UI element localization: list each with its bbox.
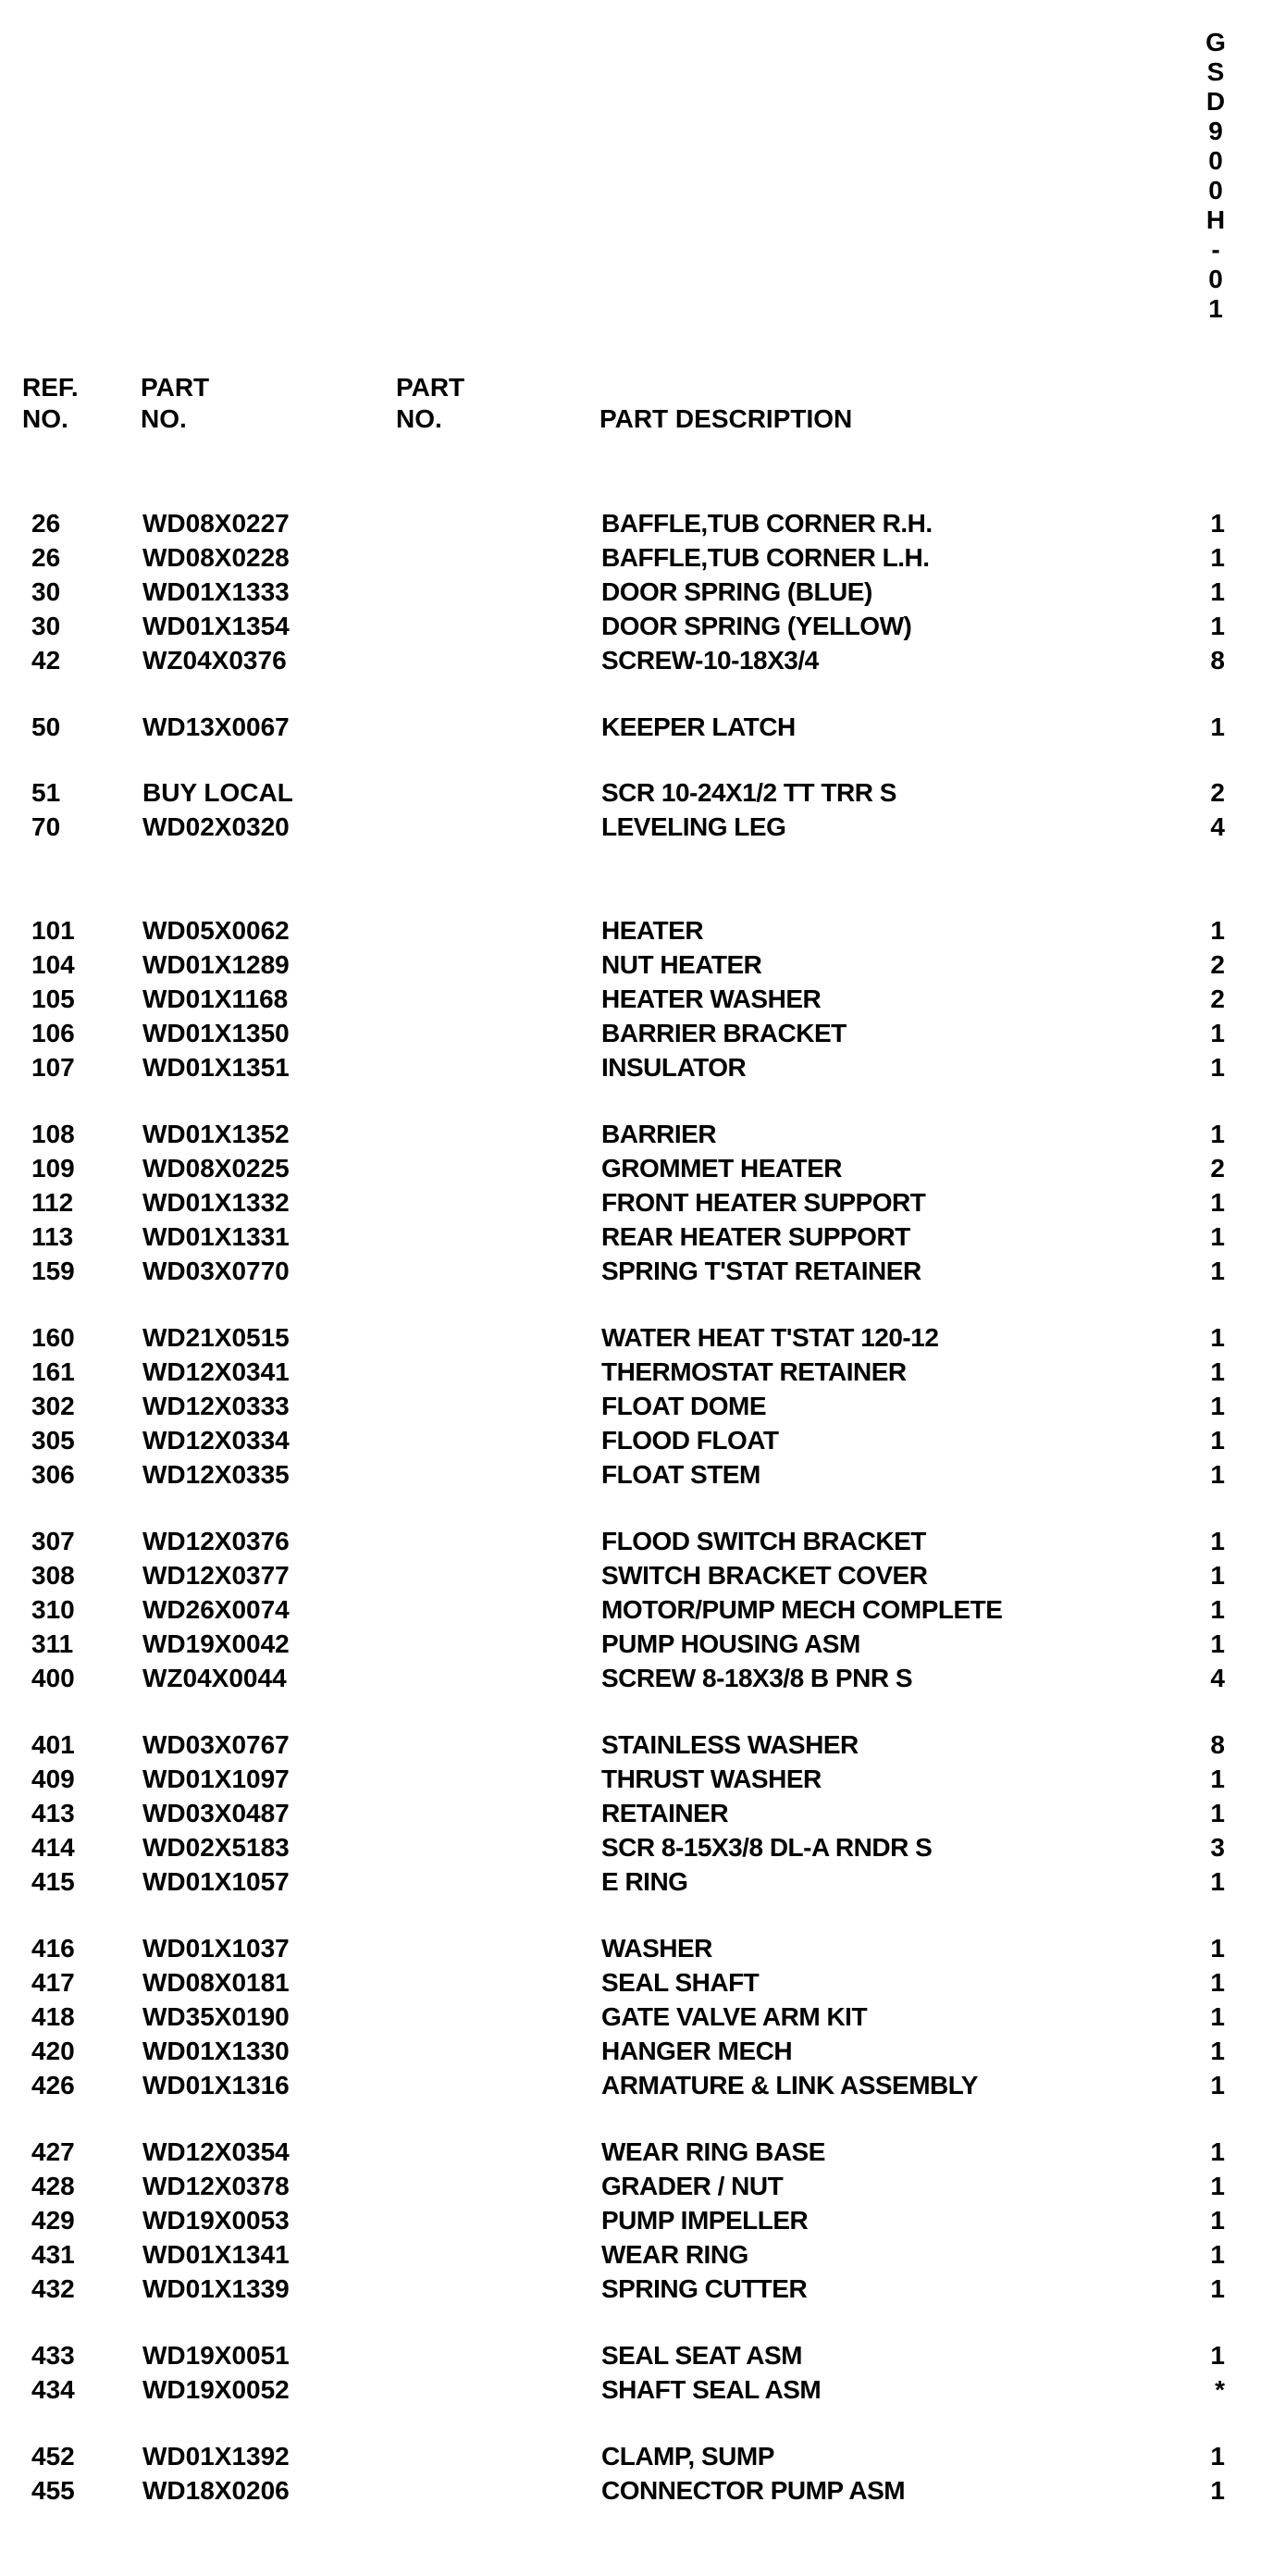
ref-number: 418 [31, 2002, 75, 2031]
ref-number: 433 [31, 2341, 75, 2370]
quantity: 1 [1210, 1257, 1225, 1285]
quantity: 1 [1210, 1934, 1225, 1963]
quantity: 3 [1210, 1833, 1225, 1862]
table-row [0, 1321, 1273, 1355]
table-row [0, 1865, 1273, 1899]
part-number: WD03X0487 [142, 1799, 290, 1827]
ref-number: 50 [31, 712, 61, 741]
ref-number: 311 [31, 1629, 74, 1658]
part-number: WD01X1392 [142, 2442, 290, 2471]
table-row [0, 1356, 1273, 1389]
part-number: WD05X0062 [142, 916, 290, 945]
ref-number: 101 [31, 916, 75, 945]
ref-number: 51 [31, 778, 61, 807]
part-description: WATER HEAT T'STAT 120-12 [601, 1323, 939, 1352]
model-code-char: S [1206, 57, 1225, 86]
part-description: NUT HEATER [601, 950, 762, 979]
table-row [0, 811, 1273, 844]
part-number: WD12X0335 [142, 1460, 290, 1489]
ref-number: 306 [31, 1460, 75, 1489]
ref-number: 308 [31, 1561, 75, 1590]
part-number: WD01X1332 [142, 1188, 290, 1217]
table-row [0, 576, 1273, 609]
quantity: 1 [1210, 1799, 1225, 1827]
table-row [0, 1728, 1273, 1762]
part-description: FLOAT STEM [601, 1460, 760, 1489]
ref-number: 428 [31, 2172, 75, 2200]
part-description: DOOR SPRING (YELLOW) [601, 612, 912, 640]
ref-number: 455 [31, 2476, 75, 2505]
quantity: 1 [1210, 1765, 1225, 1793]
ref-number: 26 [31, 543, 61, 572]
table-row [0, 914, 1273, 947]
quantity: 1 [1210, 543, 1225, 572]
part-description: RETAINER [601, 1799, 729, 1827]
model-code-char: - [1211, 235, 1220, 264]
part-description: HANGER MECH [601, 2037, 793, 2065]
quantity: 1 [1210, 2442, 1225, 2471]
part-number: WD08X0225 [142, 1154, 290, 1183]
part-number: WD01X1168 [142, 985, 289, 1013]
part-description: SEAL SHAFT [601, 1968, 760, 1997]
table-row [0, 1255, 1273, 1288]
table-row [0, 776, 1273, 810]
ref-number: 432 [31, 2274, 75, 2303]
ref-number: 113 [31, 1222, 74, 1251]
quantity: 1 [1210, 2274, 1225, 2303]
part-description: KEEPER LATCH [601, 712, 796, 741]
quantity: 1 [1210, 916, 1225, 945]
part-number: WD19X0042 [142, 1629, 290, 1658]
table-row [0, 2238, 1273, 2272]
table-row [0, 1831, 1273, 1864]
part-number: WD01X1037 [142, 1934, 290, 1963]
part-number: WD12X0354 [142, 2137, 290, 2166]
quantity: 1 [1210, 1460, 1225, 1489]
ref-number: 400 [31, 1664, 75, 1692]
part-number: WD08X0228 [142, 543, 290, 572]
part-number: WZ04X0376 [142, 646, 287, 675]
ref-number: 452 [31, 2442, 75, 2471]
table-row [0, 2000, 1273, 2034]
table-row [0, 1763, 1273, 1796]
ref-number: 409 [31, 1765, 75, 1793]
ref-number: 160 [31, 1323, 75, 1352]
part-description: INSULATOR [601, 1053, 747, 1082]
part-description: SPRING T'STAT RETAINER [601, 1257, 921, 1285]
part-description: CLAMP, SUMP [601, 2442, 774, 2471]
quantity: 1 [1210, 712, 1225, 741]
part-number: WD08X0181 [142, 1968, 290, 1997]
quantity: 1 [1210, 1053, 1225, 1082]
table-row [0, 1118, 1273, 1151]
part-number: WD12X0334 [142, 1426, 290, 1455]
table-row [0, 1662, 1273, 1695]
header-part-line1: PART [141, 373, 210, 402]
model-code-char: 0 [1208, 176, 1223, 204]
part-number: WD12X0341 [142, 1357, 290, 1386]
part-description: GRADER / NUT [601, 2172, 784, 2200]
part-number: WD01X1097 [142, 1765, 290, 1793]
ref-number: 416 [31, 1934, 75, 1963]
part-number: WD01X1339 [142, 2274, 290, 2303]
quantity: 2 [1210, 1154, 1225, 1183]
quantity: 1 [1210, 509, 1225, 538]
quantity: 1 [1210, 1392, 1225, 1420]
part-description: BARRIER [601, 1120, 717, 1148]
quantity: 1 [1210, 1527, 1225, 1555]
quantity: 1 [1210, 1426, 1225, 1455]
table-row [0, 2440, 1273, 2473]
ref-number: 414 [31, 1833, 75, 1862]
table-row [0, 1051, 1273, 1084]
quantity: 1 [1210, 1629, 1225, 1658]
table-row [0, 2136, 1273, 2169]
model-code-char: D [1205, 87, 1226, 116]
quantity: 1 [1210, 2172, 1225, 2200]
part-description: PUMP HOUSING ASM [601, 1629, 860, 1658]
part-number: WD26X0074 [142, 1595, 290, 1624]
table-row [0, 1966, 1273, 2000]
table-row [0, 1628, 1273, 1661]
quantity: 1 [1210, 1595, 1225, 1624]
part-description: STAINLESS WASHER [601, 1730, 859, 1759]
quantity: 1 [1210, 1323, 1225, 1352]
model-code-vertical [1201, 28, 1230, 324]
header-part2-line2: NO. [396, 404, 442, 433]
ref-number: 429 [31, 2206, 75, 2235]
quantity: 4 [1210, 1664, 1225, 1692]
ref-number: 427 [31, 2137, 75, 2166]
ref-number: 109 [31, 1154, 75, 1183]
model-code-char: 1 [1208, 294, 1223, 323]
part-description: PUMP IMPELLER [601, 2206, 809, 2235]
ref-number: 26 [31, 509, 61, 538]
part-number: WD12X0376 [142, 1527, 290, 1555]
part-number: WD01X1354 [142, 612, 290, 640]
part-number: WD01X1330 [142, 2037, 290, 2065]
table-row [0, 1424, 1273, 1457]
part-number: WD19X0053 [142, 2206, 290, 2235]
quantity: 1 [1210, 1968, 1225, 1997]
table-row [0, 983, 1273, 1016]
part-number: WD12X0377 [142, 1561, 290, 1590]
ref-number: 431 [31, 2240, 75, 2269]
quantity: 2 [1210, 778, 1225, 807]
table-row [0, 2204, 1273, 2237]
part-number: WD19X0052 [142, 2375, 290, 2404]
part-description: MOTOR/PUMP MECH COMPLETE [601, 1595, 1003, 1624]
quantity: * [1215, 2375, 1225, 2404]
ref-number: 30 [31, 577, 61, 606]
part-number: WD12X0333 [142, 1392, 290, 1420]
header-part2-line1: PART [396, 373, 465, 402]
part-number: WZ04X0044 [142, 1664, 287, 1692]
part-description: FLOOD FLOAT [601, 1426, 779, 1455]
part-description: SEAL SEAT ASM [601, 2341, 803, 2370]
ref-number: 106 [31, 1019, 75, 1047]
part-description: WEAR RING [601, 2240, 748, 2269]
part-description: THRUST WASHER [601, 1765, 822, 1793]
part-description: SHAFT SEAL ASM [601, 2375, 822, 2404]
part-number: WD19X0051 [142, 2341, 290, 2370]
part-number: WD03X0767 [142, 1730, 290, 1759]
table-row [0, 2474, 1273, 2508]
ref-number: 107 [31, 1053, 75, 1082]
model-code-char: 0 [1208, 146, 1223, 175]
quantity: 2 [1210, 985, 1225, 1013]
part-description: HEATER WASHER [601, 985, 822, 1013]
quantity: 1 [1210, 612, 1225, 640]
part-description: SWITCH BRACKET COVER [601, 1561, 928, 1590]
quantity: 1 [1210, 2476, 1225, 2505]
ref-number: 426 [31, 2071, 75, 2099]
part-description: FLOAT DOME [601, 1392, 767, 1420]
part-description: HEATER [601, 916, 704, 945]
quantity: 1 [1210, 2240, 1225, 2269]
part-number: WD01X1352 [142, 1120, 290, 1148]
part-description: DOOR SPRING (BLUE) [601, 577, 872, 606]
part-description: LEVELING LEG [601, 812, 786, 841]
part-description: SCR 8-15X3/8 DL-A RNDR S [601, 1833, 933, 1862]
quantity: 2 [1210, 950, 1225, 979]
model-code-char: H [1205, 205, 1226, 234]
model-code-char: 9 [1208, 117, 1223, 145]
part-description: BARRIER BRACKET [601, 1019, 847, 1047]
header-description: PART DESCRIPTION [599, 404, 853, 433]
quantity: 1 [1210, 2071, 1225, 2099]
ref-number: 112 [31, 1188, 74, 1217]
part-description: BAFFLE,TUB CORNER L.H. [601, 543, 930, 572]
part-description: WEAR RING BASE [601, 2137, 825, 2166]
table-row [0, 2373, 1273, 2407]
part-description: FLOOD SWITCH BRACKET [601, 1527, 926, 1555]
table-row [0, 1525, 1273, 1558]
table-row [0, 1559, 1273, 1592]
table-row [0, 507, 1273, 540]
part-number: WD18X0206 [142, 2476, 290, 2505]
ref-number: 105 [31, 985, 75, 1013]
part-number: WD01X1351 [142, 1053, 290, 1082]
ref-number: 420 [31, 2037, 75, 2065]
part-description: SCR 10-24X1/2 TT TRR S [601, 778, 896, 807]
ref-number: 302 [31, 1392, 75, 1420]
table-row [0, 610, 1273, 643]
part-number: WD08X0227 [142, 509, 290, 538]
part-number: WD01X1289 [142, 950, 290, 979]
table-row [0, 1017, 1273, 1050]
part-number: WD13X0067 [142, 712, 290, 741]
quantity: 1 [1210, 2002, 1225, 2031]
part-number: WD35X0190 [142, 2002, 290, 2031]
part-description: REAR HEATER SUPPORT [601, 1222, 910, 1251]
ref-number: 30 [31, 612, 61, 640]
ref-number: 104 [31, 950, 75, 979]
table-row [0, 541, 1273, 575]
ref-number: 307 [31, 1527, 75, 1555]
ref-number: 70 [31, 812, 61, 841]
part-number: WD01X1316 [142, 2071, 290, 2099]
ref-number: 415 [31, 1867, 75, 1896]
part-description: GATE VALVE ARM KIT [601, 2002, 868, 2031]
quantity: 1 [1210, 1867, 1225, 1896]
ref-number: 159 [31, 1257, 75, 1285]
table-row [0, 1932, 1273, 1965]
quantity: 1 [1210, 1222, 1225, 1251]
part-number: WD01X1331 [142, 1222, 290, 1251]
table-row [0, 2273, 1273, 2306]
ref-number: 310 [31, 1595, 75, 1624]
part-number: WD02X0320 [142, 812, 290, 841]
header-part-line2: NO. [141, 404, 187, 433]
part-description: E RING [601, 1867, 688, 1896]
table-row [0, 1220, 1273, 1254]
quantity: 1 [1210, 2037, 1225, 2065]
quantity: 1 [1210, 1188, 1225, 1217]
quantity: 8 [1210, 646, 1225, 675]
table-row [0, 1593, 1273, 1627]
part-description: ARMATURE & LINK ASSEMBLY [601, 2071, 978, 2099]
part-description: FRONT HEATER SUPPORT [601, 1188, 926, 1217]
table-row [0, 711, 1273, 744]
ref-number: 108 [31, 1120, 75, 1148]
ref-number: 161 [31, 1357, 75, 1386]
quantity: 1 [1210, 1357, 1225, 1386]
quantity: 1 [1210, 1120, 1225, 1148]
part-number: WD03X0770 [142, 1257, 290, 1285]
part-description: BAFFLE,TUB CORNER R.H. [601, 509, 933, 538]
table-row [0, 948, 1273, 982]
quantity: 1 [1210, 1561, 1225, 1590]
header-ref-line2: NO. [22, 404, 68, 433]
ref-number: 305 [31, 1426, 75, 1455]
part-number: WD21X0515 [142, 1323, 290, 1352]
table-row [0, 1797, 1273, 1830]
part-description: SCREW 8-18X3/8 B PNR S [601, 1664, 912, 1692]
table-row [0, 1186, 1273, 1220]
header-ref-line1: REF. [22, 373, 79, 402]
part-number: WD01X1333 [142, 577, 290, 606]
model-code-char: G [1205, 28, 1226, 56]
table-row [0, 1390, 1273, 1423]
part-number: BUY LOCAL [142, 778, 293, 807]
quantity: 1 [1210, 1019, 1225, 1047]
part-description: WASHER [601, 1934, 712, 1963]
table-row [0, 2170, 1273, 2203]
ref-number: 413 [31, 1799, 75, 1827]
quantity: 1 [1210, 2341, 1225, 2370]
part-number: WD01X1341 [142, 2240, 290, 2269]
part-description: CONNECTOR PUMP ASM [601, 2476, 906, 2505]
table-row [0, 1152, 1273, 1185]
table-row [0, 1458, 1273, 1492]
quantity: 1 [1210, 577, 1225, 606]
part-number: WD01X1350 [142, 1019, 290, 1047]
ref-number: 434 [31, 2375, 75, 2404]
part-number: WD02X5183 [142, 1833, 290, 1862]
table-row [0, 644, 1273, 677]
table-row [0, 2035, 1273, 2068]
quantity: 1 [1210, 2206, 1225, 2235]
part-description: THERMOSTAT RETAINER [601, 1357, 907, 1386]
model-code-char: 0 [1208, 265, 1223, 293]
ref-number: 42 [31, 646, 61, 675]
part-description: SCREW-10-18X3/4 [601, 646, 819, 675]
quantity: 8 [1210, 1730, 1225, 1759]
quantity: 4 [1210, 812, 1225, 841]
part-description: SPRING CUTTER [601, 2274, 808, 2303]
part-description: GROMMET HEATER [601, 1154, 843, 1183]
part-number: WD01X1057 [142, 1867, 290, 1896]
table-row [0, 2339, 1273, 2372]
quantity: 1 [1210, 2137, 1225, 2166]
table-row [0, 2069, 1273, 2102]
ref-number: 401 [31, 1730, 75, 1759]
ref-number: 417 [31, 1968, 75, 1997]
part-number: WD12X0378 [142, 2172, 290, 2200]
